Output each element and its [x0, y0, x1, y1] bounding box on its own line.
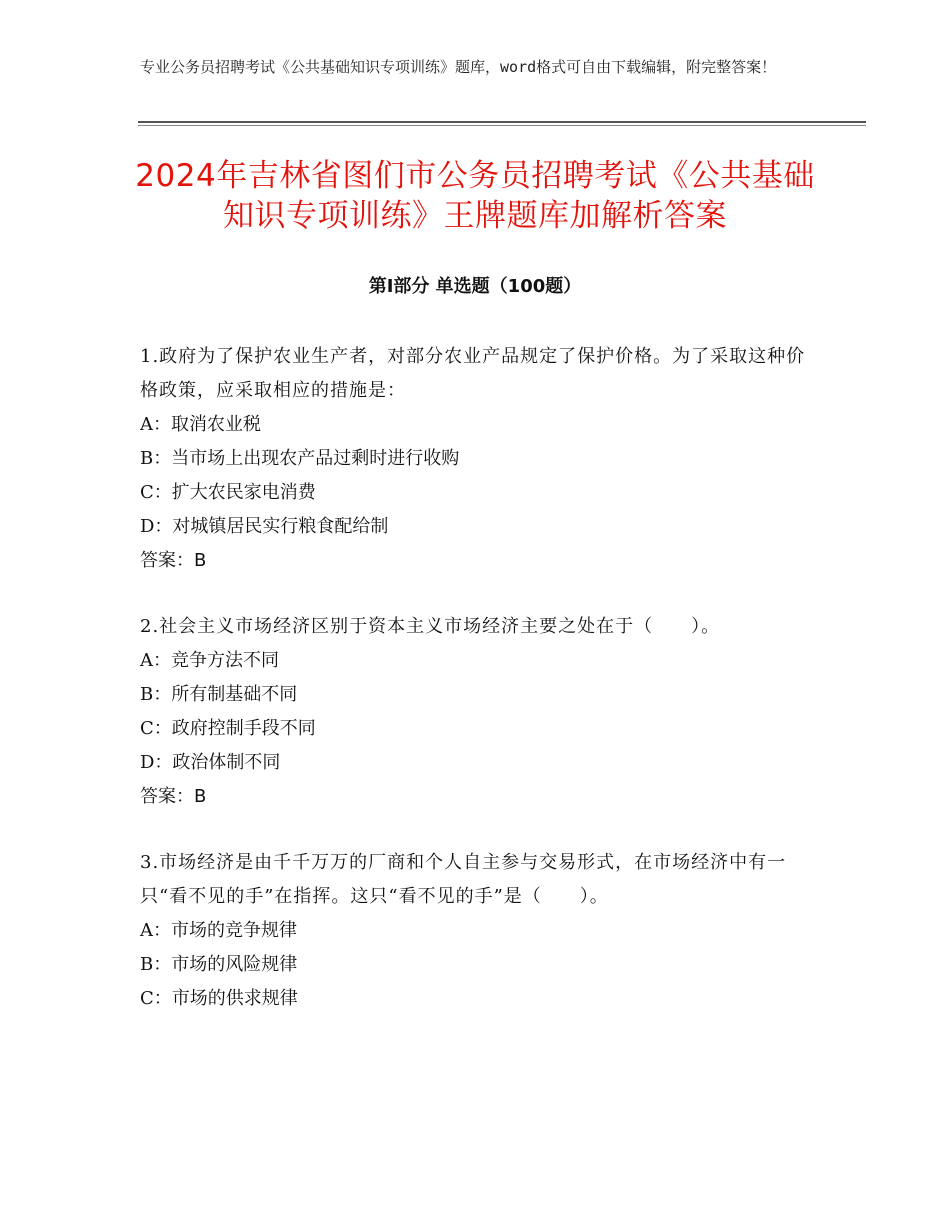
question-stem: 1.政府为了保护农业生产者，对部分农业产品规定了保护价格。为了采取这种价格政策，应采取相应的措施是： [140, 346, 806, 401]
answer-label: 答案：B [140, 786, 207, 807]
document-title: 2024年吉林省图们市公务员招聘考试《公共基础知识专项训练》王牌题库加解析答案 [135, 158, 815, 234]
option-b: B：当市场上出现农产品过剩时进行收购 [140, 448, 460, 469]
question-list [140, 340, 810, 1048]
question-stem: 2.社会主义市场经济区别于资本主义市场经济主要之处在于（ ）。 [140, 616, 721, 637]
header-divider-thin [138, 125, 866, 126]
option-d: D：政治体制不同 [140, 752, 281, 773]
question-1 [140, 340, 810, 578]
header-note: 专业公务员招聘考试《公共基础知识专项训练》题库，word格式可自由下载编辑，附完整答案！ [140, 58, 777, 76]
option-a: A：市场的竞争规律 [140, 920, 297, 941]
option-a: A：取消农业税 [140, 414, 261, 435]
option-b: B：市场的风险规律 [140, 954, 298, 975]
header-divider-thick [138, 121, 866, 123]
option-c: C：扩大农民家电消费 [140, 482, 316, 503]
option-d: D：对城镇居民实行粮食配给制 [140, 516, 389, 537]
option-c: C：市场的供求规律 [140, 988, 298, 1009]
question-3 [140, 846, 810, 1016]
answer-label: 答案：B [140, 550, 207, 571]
question-2 [140, 610, 810, 814]
option-c: C：政府控制手段不同 [140, 718, 316, 739]
option-b: B：所有制基础不同 [140, 684, 298, 705]
question-stem: 3.市场经济是由千千万万的厂商和个人自主参与交易形式，在市场经济中有一只“看不见的手”在指挥。这只“看不见的手”是（ ）。 [140, 852, 787, 907]
option-a: A：竞争方法不同 [140, 650, 279, 671]
section-title: 第Ⅰ部分 单选题（100题） [368, 276, 582, 297]
